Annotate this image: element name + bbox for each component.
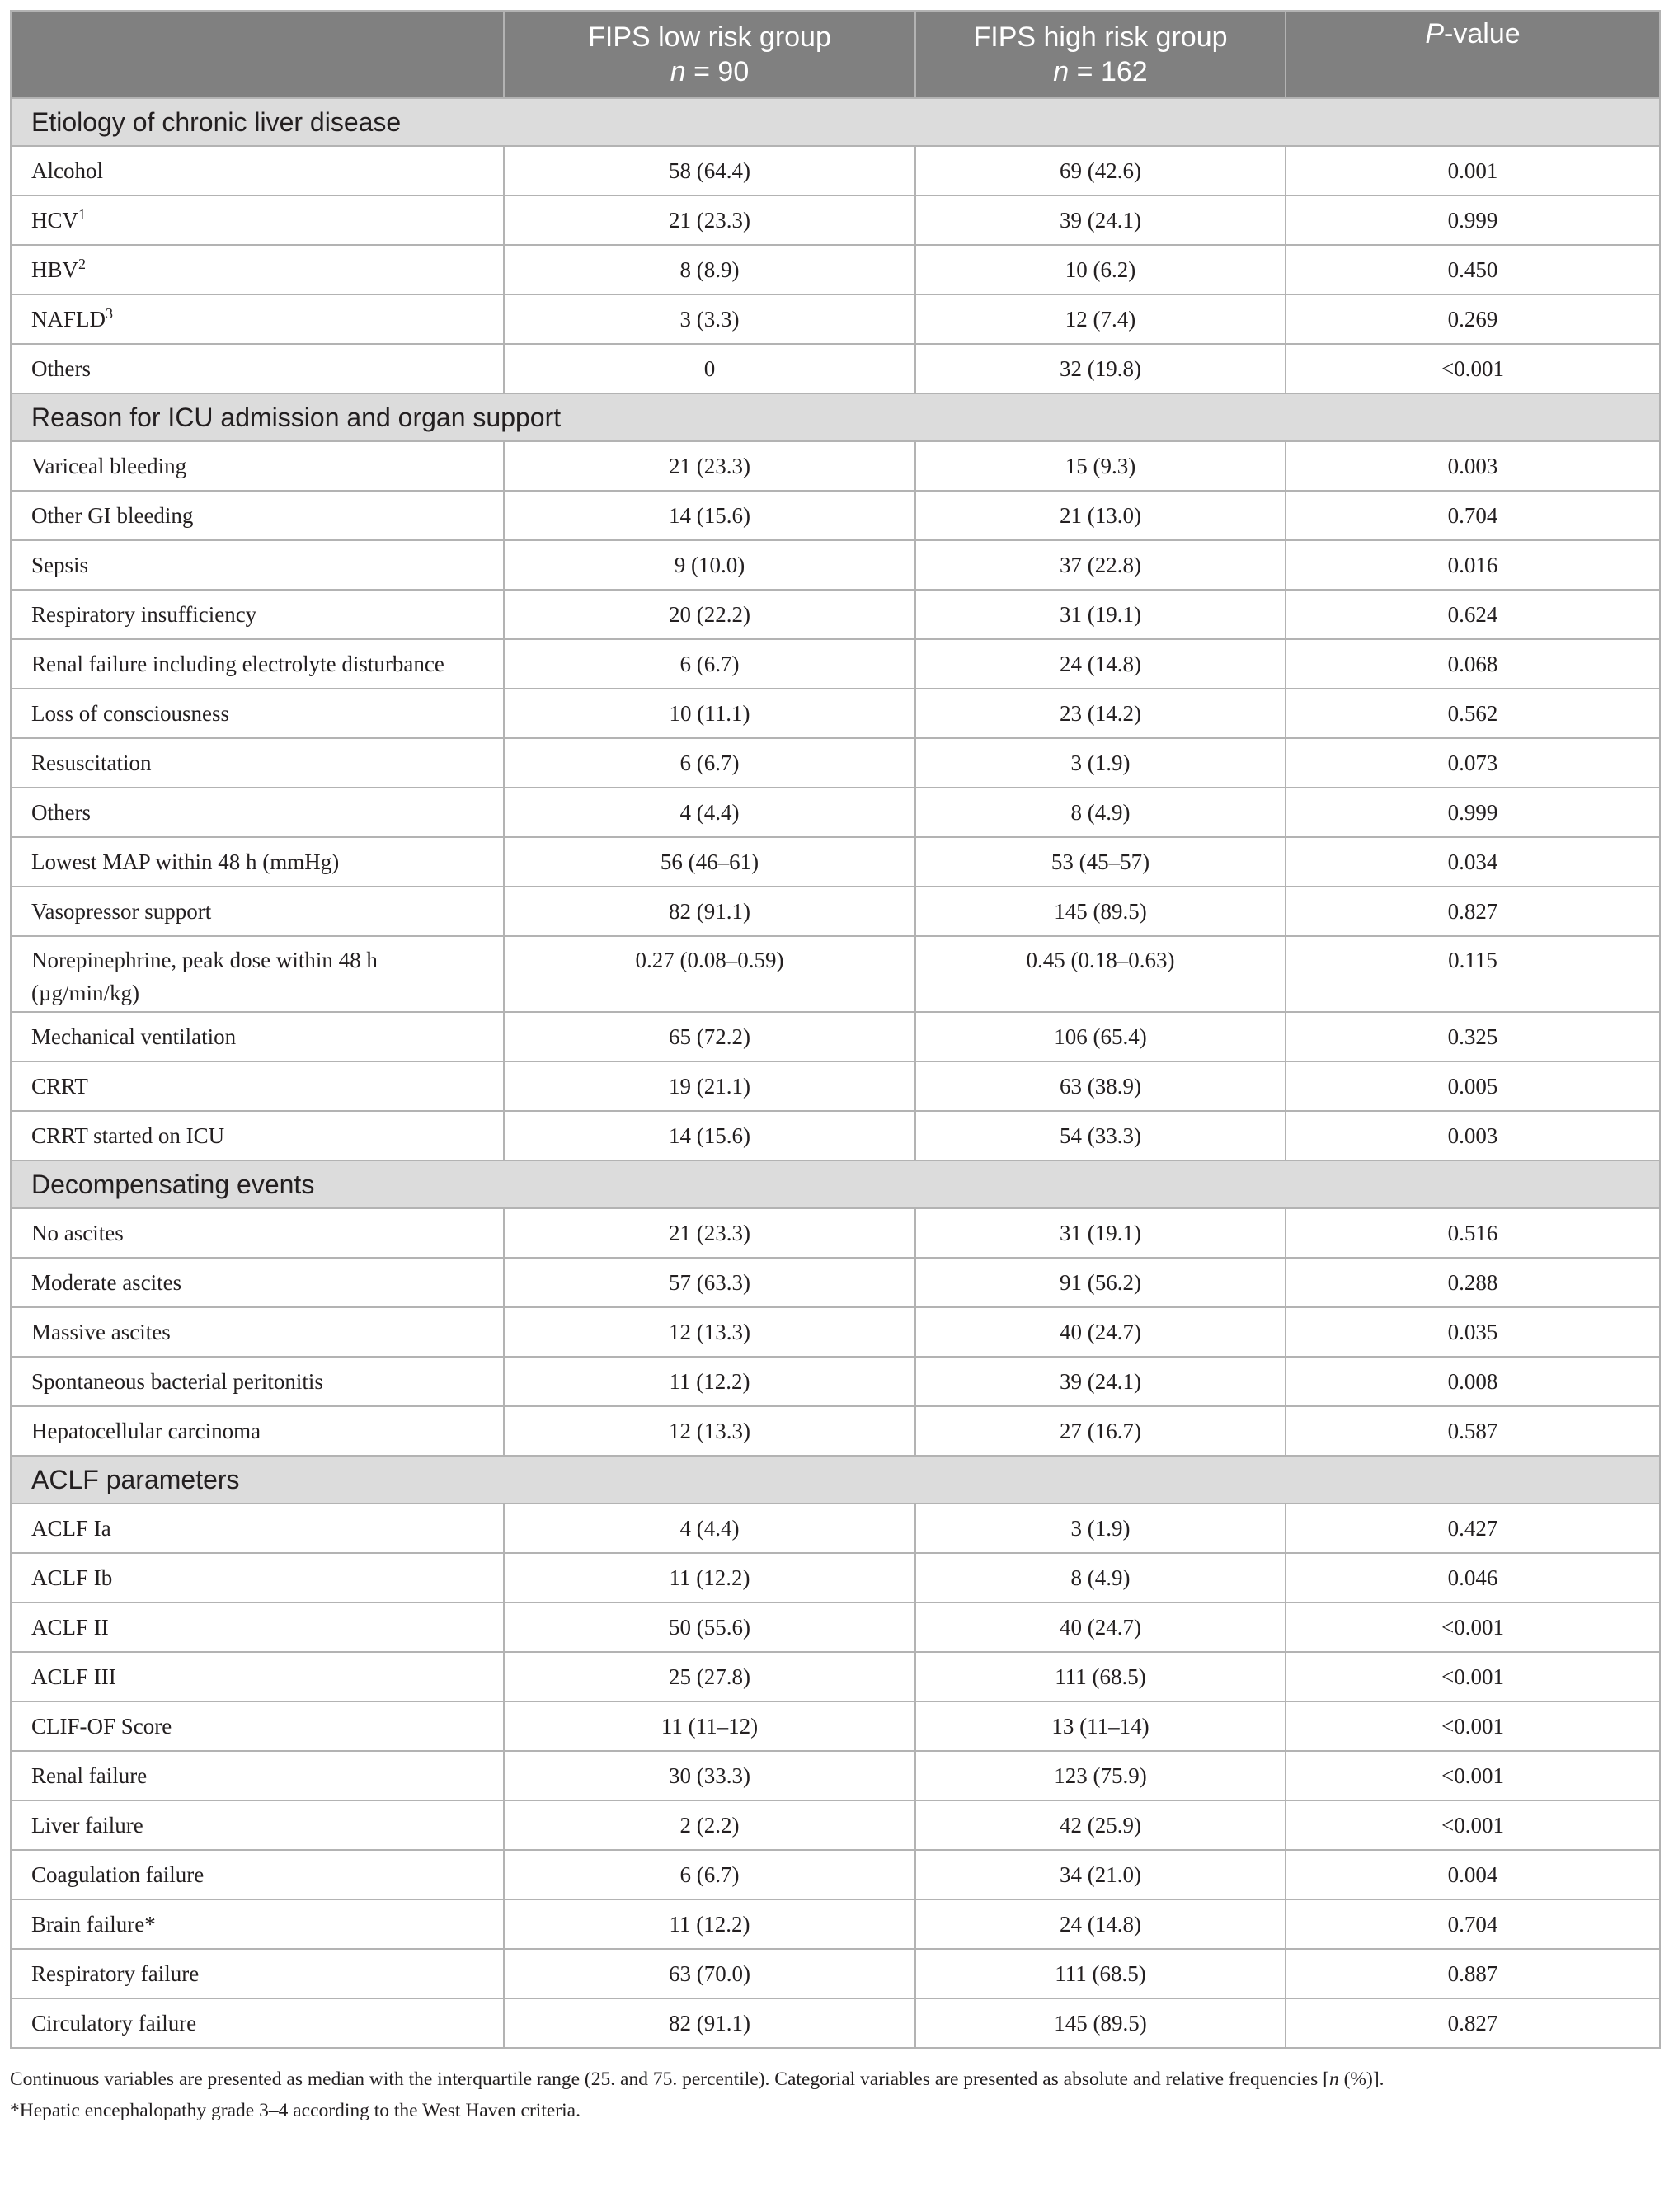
row-label: Respiratory failure (31, 1961, 200, 1986)
p-value: 0.827 (1286, 1998, 1660, 2048)
row-label-cell (11, 1949, 504, 1998)
table-row (11, 1850, 1660, 1899)
high-risk-value: 69 (42.6) (915, 146, 1286, 195)
low-risk-value: 65 (72.2) (504, 1012, 915, 1061)
table-row (11, 1208, 1660, 1258)
row-label: Respiratory insufficiency (31, 602, 257, 627)
p-value: 0.003 (1286, 1111, 1660, 1160)
section-title: Etiology of chronic liver disease (11, 98, 1660, 146)
table-container (10, 10, 1659, 2126)
high-risk-value: 24 (14.8) (915, 1899, 1286, 1949)
high-risk-value: 13 (11–14) (915, 1701, 1286, 1751)
row-label-cell (11, 1998, 504, 2048)
row-label: Variceal bleeding (31, 454, 187, 478)
table-row (11, 441, 1660, 491)
table-row (11, 1111, 1660, 1160)
header-p-italic: P (1425, 18, 1445, 49)
table-row (11, 1603, 1660, 1652)
footnote-marker: 3 (106, 305, 114, 322)
p-value: 0.269 (1286, 294, 1660, 344)
table-row (11, 195, 1660, 245)
table-header (11, 11, 1660, 98)
table-row (11, 1012, 1660, 1061)
table-row (11, 1504, 1660, 1553)
row-label: Alcohol (31, 158, 103, 183)
high-risk-value: 106 (65.4) (915, 1012, 1286, 1061)
footnote-statistics-n: n (1328, 2068, 1339, 2090)
row-label-cell (11, 590, 504, 639)
row-label-unit: (µg/min/kg) (31, 981, 140, 1005)
low-risk-value: 14 (15.6) (504, 491, 915, 540)
low-risk-value: 82 (91.1) (504, 887, 915, 936)
high-risk-value: 27 (16.7) (915, 1406, 1286, 1456)
table-row (11, 1652, 1660, 1701)
table-row (11, 540, 1660, 590)
section-header-row (11, 1456, 1660, 1504)
section-header-row (11, 1160, 1660, 1208)
p-value: 0.999 (1286, 195, 1660, 245)
header-low-risk-n-label: n (670, 56, 686, 87)
low-risk-value: 21 (23.3) (504, 1208, 915, 1258)
row-label-cell (11, 837, 504, 887)
low-risk-value: 25 (27.8) (504, 1652, 915, 1701)
p-value: 0.325 (1286, 1012, 1660, 1061)
row-label: NAFLD (31, 307, 106, 332)
low-risk-value: 4 (4.4) (504, 788, 915, 837)
header-low-risk-n-value: = 90 (685, 56, 750, 87)
table-row (11, 788, 1660, 837)
row-label: Vasopressor support (31, 899, 212, 924)
section-header-row (11, 98, 1660, 146)
table-row (11, 1701, 1660, 1751)
row-label: HBV (31, 257, 79, 282)
low-risk-value: 3 (3.3) (504, 294, 915, 344)
high-risk-value: 3 (1.9) (915, 1504, 1286, 1553)
p-value: <0.001 (1286, 1800, 1660, 1850)
row-label-cell (11, 1701, 504, 1751)
high-risk-value: 34 (21.0) (915, 1850, 1286, 1899)
high-risk-value: 31 (19.1) (915, 1208, 1286, 1258)
low-risk-value: 2 (2.2) (504, 1800, 915, 1850)
footnote-marker: 1 (78, 206, 87, 223)
table-row (11, 837, 1660, 887)
row-label-cell (11, 1751, 504, 1800)
high-risk-value: 37 (22.8) (915, 540, 1286, 590)
high-risk-value: 40 (24.7) (915, 1603, 1286, 1652)
p-value: 0.450 (1286, 245, 1660, 294)
p-value: 0.016 (1286, 540, 1660, 590)
row-label: Liver failure (31, 1813, 143, 1838)
table-row (11, 1553, 1660, 1603)
high-risk-value: 31 (19.1) (915, 590, 1286, 639)
high-risk-value: 42 (25.9) (915, 1800, 1286, 1850)
p-value: 0.587 (1286, 1406, 1660, 1456)
high-risk-value: 145 (89.5) (915, 887, 1286, 936)
row-label-cell (11, 294, 504, 344)
row-label-cell (11, 1800, 504, 1850)
high-risk-value: 63 (38.9) (915, 1061, 1286, 1111)
row-label-cell (11, 1208, 504, 1258)
low-risk-value: 63 (70.0) (504, 1949, 915, 1998)
low-risk-value: 0 (504, 344, 915, 393)
p-value: 0.887 (1286, 1949, 1660, 1998)
row-label: Renal failure (31, 1763, 148, 1788)
table-row (11, 491, 1660, 540)
p-value: <0.001 (1286, 344, 1660, 393)
section-header-row (11, 393, 1660, 441)
low-risk-value: 12 (13.3) (504, 1406, 915, 1456)
row-label: Hepatocellular carcinoma (31, 1419, 261, 1443)
row-label: Brain failure* (31, 1912, 156, 1937)
high-risk-value: 91 (56.2) (915, 1258, 1286, 1307)
row-label-cell (11, 1504, 504, 1553)
p-value: 0.288 (1286, 1258, 1660, 1307)
table-row (11, 1949, 1660, 1998)
p-value: <0.001 (1286, 1603, 1660, 1652)
low-risk-value: 11 (11–12) (504, 1701, 915, 1751)
row-label-cell (11, 491, 504, 540)
header-low-risk-title: FIPS low risk group (588, 21, 831, 53)
p-value: <0.001 (1286, 1652, 1660, 1701)
row-label-cell (11, 936, 504, 1012)
high-risk-value: 53 (45–57) (915, 837, 1286, 887)
table-body (11, 98, 1660, 2048)
high-risk-value: 3 (1.9) (915, 738, 1286, 788)
high-risk-value: 8 (4.9) (915, 788, 1286, 837)
section-title: Reason for ICU admission and organ support (11, 393, 1660, 441)
row-label-cell (11, 639, 504, 689)
p-value: 0.003 (1286, 441, 1660, 491)
p-value: 0.704 (1286, 1899, 1660, 1949)
high-risk-value: 54 (33.3) (915, 1111, 1286, 1160)
row-label-cell (11, 1012, 504, 1061)
row-label: Circulatory failure (31, 2011, 197, 2036)
footnote-statistics (10, 2064, 1659, 2095)
header-p-rest: -value (1444, 18, 1521, 49)
row-label-cell (11, 1652, 504, 1701)
low-risk-value: 6 (6.7) (504, 1850, 915, 1899)
low-risk-value: 11 (12.2) (504, 1553, 915, 1603)
p-value: 0.624 (1286, 590, 1660, 639)
table-row (11, 639, 1660, 689)
low-risk-value: 21 (23.3) (504, 441, 915, 491)
table-row (11, 1899, 1660, 1949)
footnote-brain-failure: *Hepatic encephalopathy grade 3–4 according to the West Haven criteria. (10, 2100, 581, 2121)
high-risk-value: 123 (75.9) (915, 1751, 1286, 1800)
table-row (11, 1061, 1660, 1111)
header-high-risk (915, 11, 1286, 98)
row-label: ACLF Ia (31, 1516, 111, 1541)
high-risk-value: 32 (19.8) (915, 344, 1286, 393)
low-risk-value: 6 (6.7) (504, 639, 915, 689)
low-risk-value: 12 (13.3) (504, 1307, 915, 1357)
high-risk-value: 21 (13.0) (915, 491, 1286, 540)
row-label: Loss of consciousness (31, 701, 229, 726)
row-label: ACLF II (31, 1615, 109, 1640)
row-label: No ascites (31, 1221, 124, 1245)
high-risk-value: 23 (14.2) (915, 689, 1286, 738)
p-value: 0.035 (1286, 1307, 1660, 1357)
row-label: Renal failure including electrolyte disturbance (31, 652, 444, 676)
high-risk-value: 39 (24.1) (915, 195, 1286, 245)
p-value: 0.427 (1286, 1504, 1660, 1553)
row-label: CLIF-OF Score (31, 1714, 172, 1739)
table-row (11, 590, 1660, 639)
row-label-cell (11, 689, 504, 738)
section-title: Decompensating events (11, 1160, 1660, 1208)
header-p-value (1286, 11, 1660, 98)
row-label-cell (11, 887, 504, 936)
row-label-cell (11, 1307, 504, 1357)
table-row (11, 1998, 1660, 2048)
table-row (11, 936, 1660, 1012)
high-risk-value: 0.45 (0.18–0.63) (915, 936, 1286, 1012)
row-label: Massive ascites (31, 1320, 171, 1344)
row-label-cell (11, 245, 504, 294)
table-row (11, 1406, 1660, 1456)
row-label: ACLF III (31, 1664, 116, 1689)
p-value: 0.034 (1286, 837, 1660, 887)
p-value: 0.068 (1286, 639, 1660, 689)
header-low-risk (504, 11, 915, 98)
table-footnotes (10, 2064, 1659, 2126)
footnote-statistics-end: (%)]. (1338, 2068, 1385, 2090)
row-label: CRRT started on ICU (31, 1123, 225, 1148)
low-risk-value: 6 (6.7) (504, 738, 915, 788)
p-value: 0.115 (1286, 936, 1660, 1012)
low-risk-value: 21 (23.3) (504, 195, 915, 245)
row-label: Mechanical ventilation (31, 1024, 237, 1049)
row-label: Coagulation failure (31, 1862, 205, 1887)
row-label: Other GI bleeding (31, 503, 194, 528)
header-high-risk-n-label: n (1053, 56, 1070, 87)
row-label-cell (11, 540, 504, 590)
table-row (11, 344, 1660, 393)
p-value: 0.827 (1286, 887, 1660, 936)
footnote-marker: 2 (78, 256, 87, 272)
row-label-cell (11, 788, 504, 837)
table-row (11, 294, 1660, 344)
row-label-cell (11, 1603, 504, 1652)
row-label: Moderate ascites (31, 1270, 182, 1295)
row-label: Others (31, 800, 91, 825)
row-label-cell (11, 344, 504, 393)
low-risk-value: 20 (22.2) (504, 590, 915, 639)
p-value: 0.999 (1286, 788, 1660, 837)
table-row (11, 1258, 1660, 1307)
low-risk-value: 19 (21.1) (504, 1061, 915, 1111)
row-label-cell (11, 1553, 504, 1603)
low-risk-value: 11 (12.2) (504, 1899, 915, 1949)
row-label: Resuscitation (31, 751, 152, 775)
table-row (11, 146, 1660, 195)
section-title: ACLF parameters (11, 1456, 1660, 1504)
high-risk-value: 10 (6.2) (915, 245, 1286, 294)
row-label-cell (11, 1111, 504, 1160)
low-risk-value: 10 (11.1) (504, 689, 915, 738)
row-label-cell (11, 1406, 504, 1456)
p-value: 0.005 (1286, 1061, 1660, 1111)
low-risk-value: 50 (55.6) (504, 1603, 915, 1652)
table-row (11, 1751, 1660, 1800)
high-risk-value: 40 (24.7) (915, 1307, 1286, 1357)
p-value: <0.001 (1286, 1701, 1660, 1751)
low-risk-value: 58 (64.4) (504, 146, 915, 195)
low-risk-value: 8 (8.9) (504, 245, 915, 294)
low-risk-value: 11 (12.2) (504, 1357, 915, 1406)
row-label: Lowest MAP within 48 h (mmHg) (31, 850, 340, 874)
row-label: Norepinephrine, peak dose within 48 h (31, 948, 378, 972)
high-risk-value: 15 (9.3) (915, 441, 1286, 491)
row-label: Sepsis (31, 553, 89, 577)
footnote-statistics-text: Continuous variables are presented as median with the interquartile range (25. and 75. percentile). Categorial variables are presented as absolute and relative frequencies [ (10, 2068, 1329, 2090)
header-empty-cell (11, 11, 504, 98)
table-row (11, 689, 1660, 738)
p-value: 0.704 (1286, 491, 1660, 540)
row-label: ACLF Ib (31, 1565, 113, 1590)
high-risk-value: 111 (68.5) (915, 1949, 1286, 1998)
p-value: 0.001 (1286, 146, 1660, 195)
low-risk-value: 9 (10.0) (504, 540, 915, 590)
row-label-cell (11, 195, 504, 245)
row-label-cell (11, 441, 504, 491)
row-label-cell (11, 1899, 504, 1949)
row-label-cell (11, 1850, 504, 1899)
table-row (11, 1307, 1660, 1357)
low-risk-value: 0.27 (0.08–0.59) (504, 936, 915, 1012)
p-value: 0.004 (1286, 1850, 1660, 1899)
high-risk-value: 111 (68.5) (915, 1652, 1286, 1701)
row-label-cell (11, 1258, 504, 1307)
p-value: 0.516 (1286, 1208, 1660, 1258)
low-risk-value: 30 (33.3) (504, 1751, 915, 1800)
high-risk-value: 12 (7.4) (915, 294, 1286, 344)
p-value: 0.046 (1286, 1553, 1660, 1603)
p-value: <0.001 (1286, 1751, 1660, 1800)
p-value: 0.562 (1286, 689, 1660, 738)
low-risk-value: 57 (63.3) (504, 1258, 915, 1307)
row-label-cell (11, 1357, 504, 1406)
p-value: 0.008 (1286, 1357, 1660, 1406)
low-risk-value: 82 (91.1) (504, 1998, 915, 2048)
table-row (11, 1800, 1660, 1850)
low-risk-value: 4 (4.4) (504, 1504, 915, 1553)
high-risk-value: 145 (89.5) (915, 1998, 1286, 2048)
p-value: 0.073 (1286, 738, 1660, 788)
high-risk-value: 39 (24.1) (915, 1357, 1286, 1406)
row-label: CRRT (31, 1074, 88, 1099)
high-risk-value: 24 (14.8) (915, 639, 1286, 689)
header-high-risk-title: FIPS high risk group (973, 21, 1228, 53)
table-row (11, 738, 1660, 788)
row-label-cell (11, 146, 504, 195)
high-risk-value: 8 (4.9) (915, 1553, 1286, 1603)
row-label: Spontaneous bacterial peritonitis (31, 1369, 323, 1394)
table-row (11, 245, 1660, 294)
row-label: HCV (31, 208, 79, 233)
table-row (11, 1357, 1660, 1406)
low-risk-value: 56 (46–61) (504, 837, 915, 887)
row-label-cell (11, 1061, 504, 1111)
low-risk-value: 14 (15.6) (504, 1111, 915, 1160)
header-high-risk-n-value: = 162 (1069, 56, 1148, 87)
row-label-cell (11, 738, 504, 788)
table-row (11, 887, 1660, 936)
row-label: Others (31, 356, 91, 381)
data-table (10, 10, 1661, 2049)
